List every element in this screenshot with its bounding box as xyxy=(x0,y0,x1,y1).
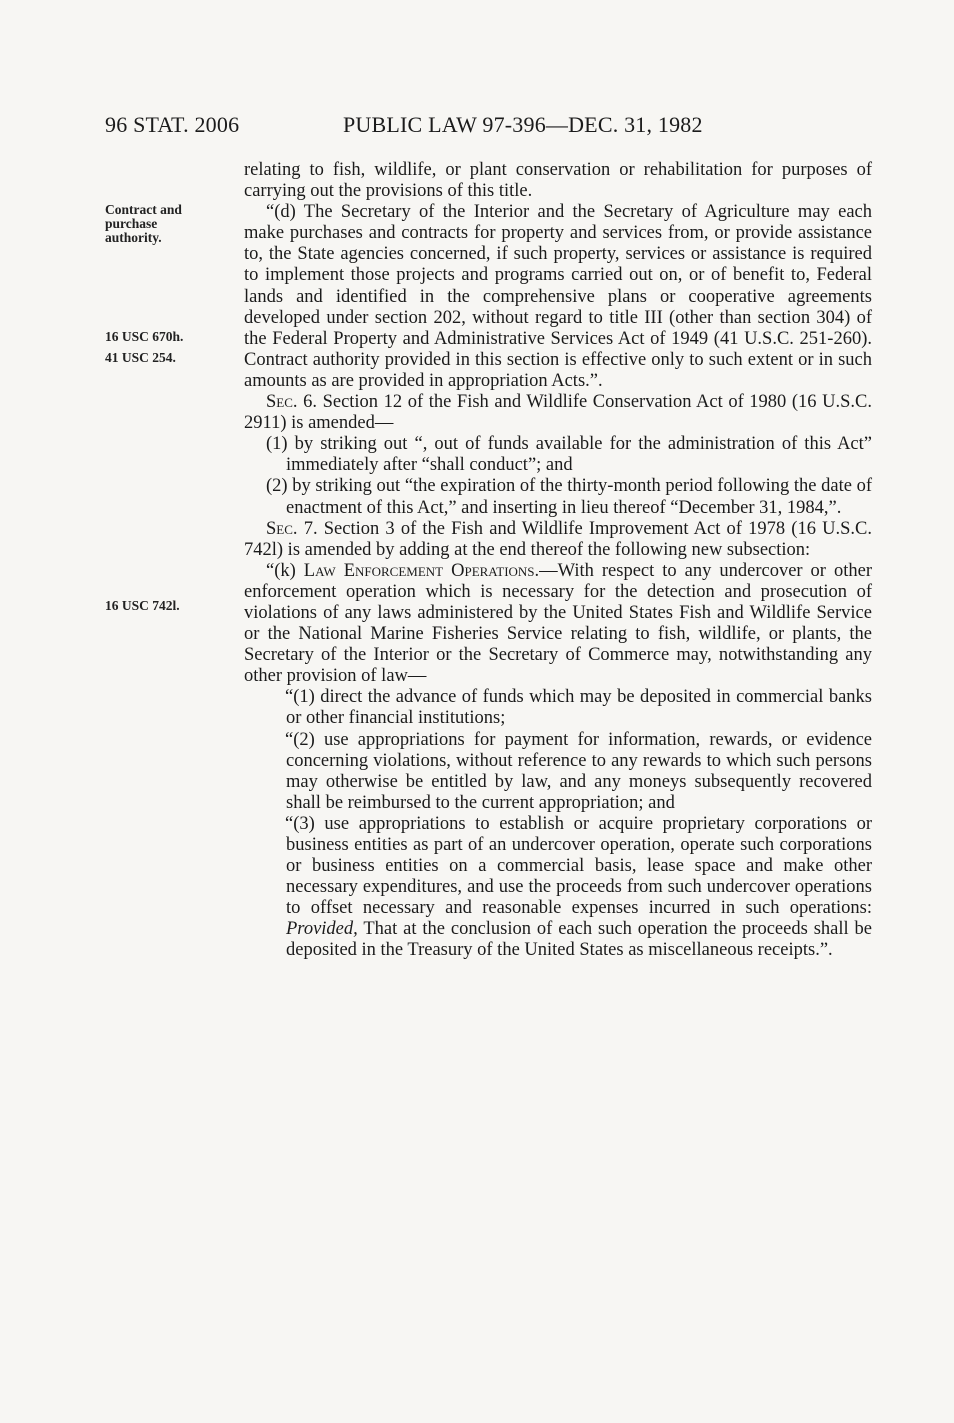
page-running-head: PUBLIC LAW 97-396—DEC. 31, 1982 xyxy=(343,112,703,137)
margin-note-contract-authority: Contract and purchase authority. xyxy=(105,202,182,245)
section-6-paragraph-1: (1) by striking out “, out of funds available for the administration of this Act” immediately after “shall conduct”; and xyxy=(266,434,872,476)
subsection-d: “(d) The Secretary of the Interior and the Secretary of Agriculture may each make purchases and contracts for property and services from, or provide assistance to, the State agencies concerned, if such property, services or assistance is required to implement those projects and programs carried out on, or of benefit to, Federal lands and identified in the comprehensive plans or cooperative agreements developed under section 202, without regard to title III (other than section 304) of the Federal Property and Administrative Services Act of 1949 (41 U.S.C. 251-260). Contract authority provided in this section is effective only to such extent or in such amounts as are provided in appropriation Acts.”. xyxy=(244,202,872,391)
page-stat-citation: 96 STAT. 2006 xyxy=(105,112,240,137)
subsection-k-paragraph-3-text: “(3) use appropriations to establish or acquire proprietary corporations or business entities as part of an undercover operation, operate such corporations or business entities on a commercial basis, lease space and make other necessary expenditures, and use the proceeds from such undercover operations to offset necessary and reasonable expenses incurred in such operations: xyxy=(285,813,872,919)
section-6-paragraph-2: (2) by striking out “the expiration of the thirty-month period following the date of enactment of this Act,” and inserting in lieu thereof “December 31, 1984,”. xyxy=(266,476,872,518)
section-6-label: Sec. xyxy=(266,392,298,413)
subsection-k-prefix: “(k) xyxy=(266,560,304,581)
subsection-k xyxy=(244,561,872,688)
margin-note-16-usc-670h: 16 USC 670h. xyxy=(105,329,184,344)
margin-note-16-usc-742l: 16 USC 742l. xyxy=(105,598,180,613)
subsection-k-paragraph-2: “(2) use appropriations for payment for information, rewards, or evidence concerning violations, without reference to any rewards to which such persons may otherwise be entitled by law, and any moneys subsequently recovered shall be reimbursed to the current appropriation; and xyxy=(285,729,872,813)
section-7-label: Sec. xyxy=(266,518,298,539)
subsection-k-heading: Law Enforcement Operations. xyxy=(303,560,540,581)
section-6 xyxy=(244,392,872,434)
section-7 xyxy=(244,519,872,561)
section-7-text: 7. Section 3 of the Fish and Wildlife Improvement Act of 1978 (16 U.S.C. 742l) is amended by adding at the end thereof the following new subsection: xyxy=(244,518,872,560)
subsection-k-paragraph-1: “(1) direct the advance of funds which may be deposited in commercial banks or other financial institutions; xyxy=(285,687,872,729)
section-6-text: 6. Section 12 of the Fish and Wildlife Conservation Act of 1980 (16 U.S.C. 2911) is amended— xyxy=(244,392,872,434)
subsection-k-text: —With respect to any undercover or other enforcement operation which is necessary for the detection and prosecution of violations of any laws administered by the United States Fish and Wildlife Service or the National Marine Fisheries Service relating to fish, wildlife, or plants, the Secretary of the Interior or the Secretary of Commerce may, notwithstanding any other provision of law— xyxy=(244,560,872,687)
subsection-k-paragraph-3-proviso: That at the conclusion of each such operation the proceeds shall be deposited in the Treasury of the United States as miscellaneous receipts.”. xyxy=(286,919,872,961)
statute-body xyxy=(244,160,872,962)
provided-term: Provided, xyxy=(286,919,358,940)
subsection-k-paragraph-3 xyxy=(244,814,872,962)
paragraph-continuation: relating to fish, wildlife, or plant conservation or rehabilitation for purposes of carrying out the provisions of this title. xyxy=(244,160,872,202)
margin-note-41-usc-254: 41 USC 254. xyxy=(105,350,176,365)
